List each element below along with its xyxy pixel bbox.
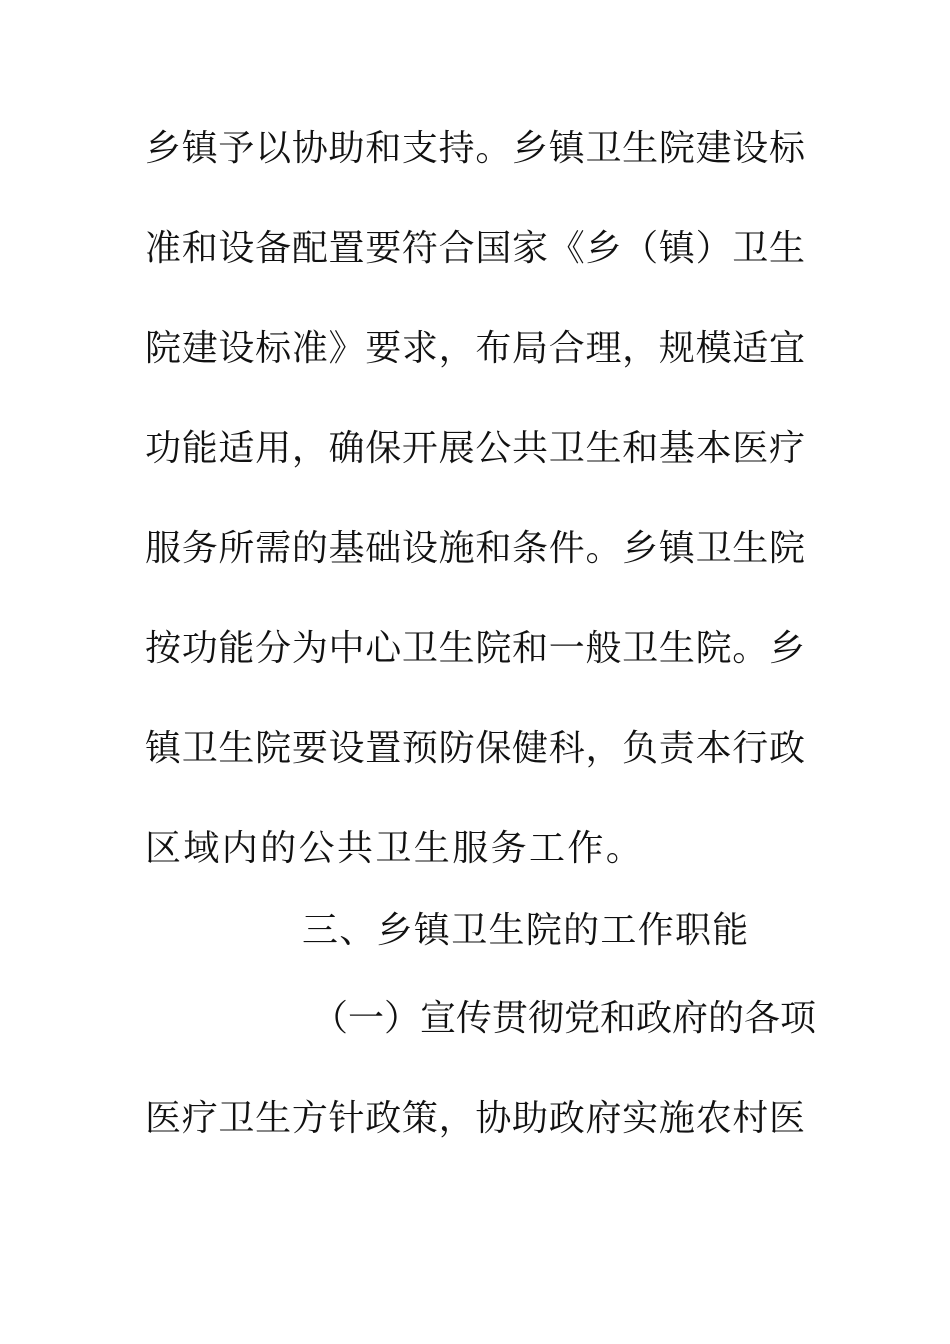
body-text-line: 镇卫生院要设置预防保健科，负责本行政 xyxy=(145,728,805,769)
body-text-line: 服务所需的基础设施和条件。乡镇卫生院 xyxy=(145,528,805,569)
body-text-line: 院建设标准》要求，布局合理，规模适宜 xyxy=(145,328,805,369)
body-text-line: 按功能分为中心卫生院和一般卫生院。乡 xyxy=(145,628,805,669)
body-text-line: 乡镇予以协助和支持。乡镇卫生院建设标 xyxy=(145,128,805,169)
body-text-line: 区域内的公共卫生服务工作。 xyxy=(145,828,645,869)
body-text-line: 准和设备配置要符合国家《乡（镇）卫生 xyxy=(145,228,805,269)
section-heading: 三、乡镇卫生院的工作职能 xyxy=(302,910,750,951)
body-text-line: 医疗卫生方针政策，协助政府实施农村医 xyxy=(145,1098,805,1139)
body-text-line: 功能适用，确保开展公共卫生和基本医疗 xyxy=(145,428,805,469)
subsection-heading: （一）宣传贯彻党和政府的各项 xyxy=(312,998,817,1039)
